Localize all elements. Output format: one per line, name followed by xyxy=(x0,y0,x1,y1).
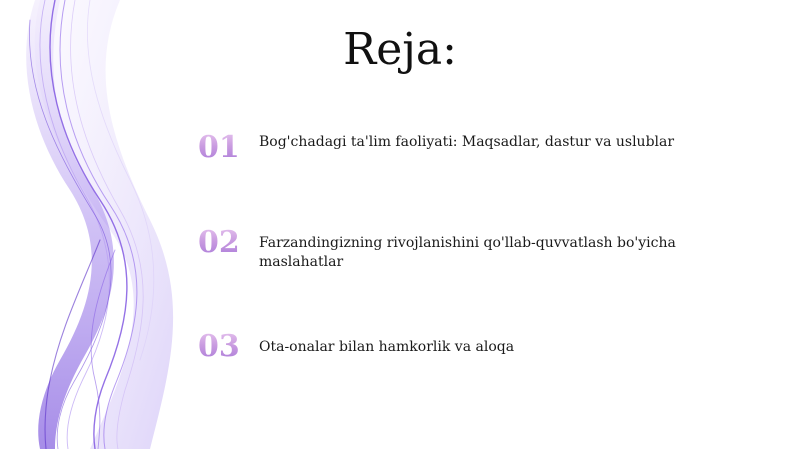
item-text-2: Farzandingizning rivojlanishini qo'llab-quvvatlash bo'yicha maslahatlar xyxy=(259,235,676,270)
item-number-2: 02 xyxy=(198,226,258,260)
slide-title: Reja: xyxy=(343,24,457,75)
purple-ribbon-decoration xyxy=(0,0,200,449)
item-number-3: 03 xyxy=(198,330,258,364)
item-text-1: Bog'chadagi ta'lim faoliyati: Maqsadlar, dastur va uslublar xyxy=(259,134,675,150)
item-text-3: Ota-onalar bilan hamkorlik va aloqa xyxy=(259,339,515,355)
item-number-1: 01 xyxy=(198,131,258,165)
